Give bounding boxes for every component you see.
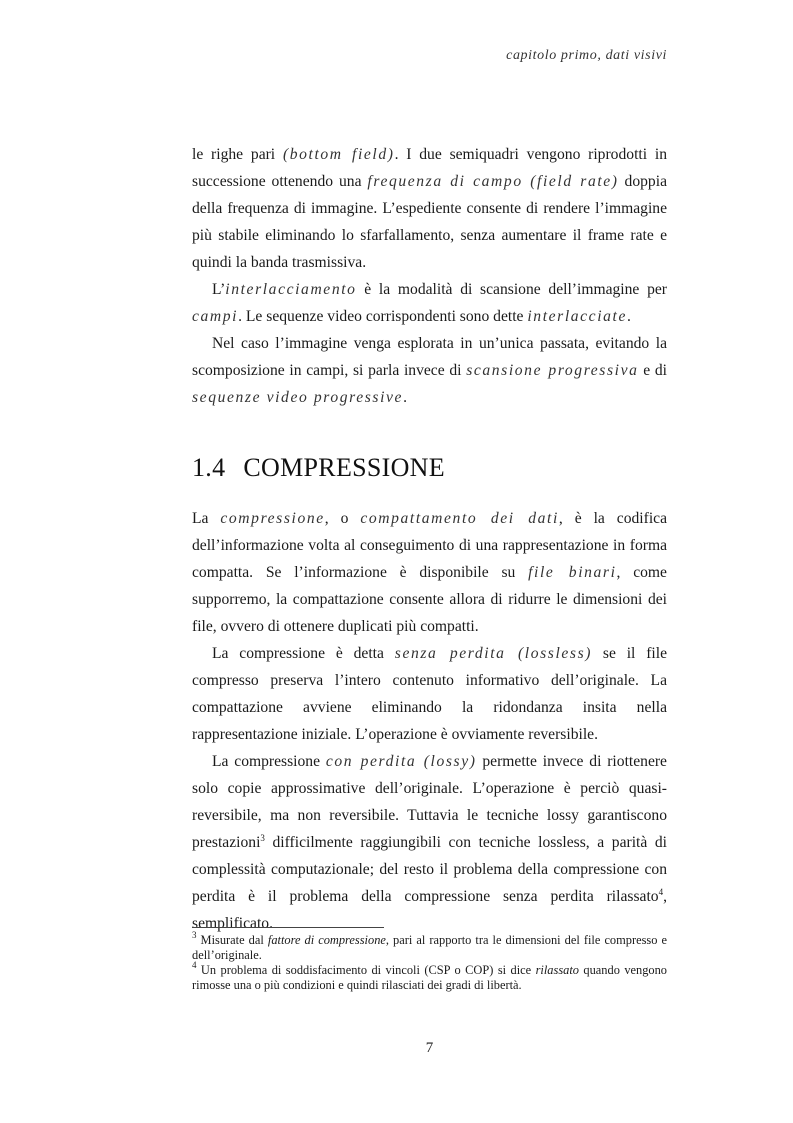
- emphasis-term: campi: [192, 308, 239, 325]
- text: è la modalità di scansione dell’immagine per: [356, 281, 667, 298]
- emphasis-term: (bottom field): [282, 146, 395, 163]
- text: La: [192, 510, 221, 527]
- emphasis-term: frequenza di campo (field rate): [367, 173, 619, 190]
- text: se il file compresso preserva l’intero contenuto informativo dell’originale. La compattazione avviene eliminando la ridondanza insita nella rappresentazione iniziale. L’operazione è ovviamente reversibile.: [192, 645, 667, 743]
- footnotes: [192, 930, 668, 993]
- text: . Le sequenze video corrispondenti sono dette: [238, 308, 528, 325]
- text: Misurate dal: [196, 933, 268, 947]
- text: , o: [324, 510, 361, 527]
- text: e di: [638, 362, 667, 379]
- emphasis-term: compressione: [220, 510, 325, 527]
- section-heading: [192, 453, 667, 483]
- text: quando vengono rimosse una o più condizioni e quindi rilasciati dei gradi di libertà.: [192, 963, 668, 992]
- text: Un problema di soddisfacimento di vincoli (CSP o COP) si dice: [196, 963, 536, 977]
- paragraph-lossless: [192, 640, 667, 748]
- section-title-text: COMPRESSIONE: [243, 453, 445, 482]
- text: La compressione: [212, 753, 326, 770]
- footnote-4: [192, 960, 668, 993]
- paragraph-interlacing-definition: [192, 276, 667, 330]
- text: , come supporremo, la compattazione consente allora di ridurre le dimensioni dei file, ovvero di ottenere duplicati più compatti.: [192, 564, 667, 635]
- emphasis-term: fattore di compressione: [267, 933, 386, 947]
- emphasis-term: interlacciamento: [225, 281, 357, 298]
- running-header: capitolo primo, dati visivi: [506, 48, 667, 63]
- text: permette invece di riottenere solo copie approssimative dell’originale. L’operazione è perciò quasi-reversibile, ma non reversibile. Tuttavia le tecniche lossy garantiscono prestazioni: [192, 753, 667, 851]
- footnote-3: [192, 930, 667, 963]
- text: , semplificato.: [192, 888, 667, 932]
- paragraph-lossy: [192, 748, 667, 937]
- text: , è la codifica dell’informazione volta al conseguimento di una rappresentazione in forma compatta. Se l’informazione è disponibile su: [192, 510, 667, 581]
- text: doppia della frequenza di immagine. L’espediente consente di rendere l’immagine più stabile eliminando lo sfarfallamento, senza aumentare il frame rate e quindi la banda trasmissiva.: [192, 173, 667, 271]
- emphasis-term: senza perdita (lossless): [394, 645, 593, 662]
- footnote-reference[interactable]: 3: [260, 833, 265, 843]
- page-body: [192, 141, 667, 937]
- text: . I due semiquadri vengono riprodotti in successione ottenendo una: [192, 146, 667, 190]
- footnote-separator: [192, 927, 384, 928]
- footnote-mark: 3: [192, 930, 197, 940]
- text: Nel caso l’immagine venga esplorata in un’unica passata, evitando la scomposizione in campi, si parla invece di: [192, 335, 667, 379]
- footnote-reference[interactable]: 4: [658, 887, 664, 897]
- emphasis-term: file binari: [528, 564, 617, 581]
- paragraph-interlaced-fields: [192, 141, 667, 276]
- section-number: 1.4: [192, 453, 226, 482]
- emphasis-term: interlacciate: [527, 308, 627, 325]
- text: .: [626, 308, 631, 325]
- paragraph-compression-definition: [192, 505, 667, 640]
- footnote-mark: 4: [192, 960, 197, 970]
- text: difficilmente raggiungibili con tecniche lossless, a parità di complessità computazionale; del resto il problema della compressione con perdita è il problema della compressione senza perdita rilassato: [192, 834, 667, 905]
- emphasis-term: sequenze video progressive: [192, 389, 404, 406]
- text: , pari al rapporto tra le dimensioni del file compresso e dell’originale.: [192, 933, 667, 962]
- emphasis-term: scansione progressiva: [466, 362, 639, 379]
- emphasis-term: con perdita (lossy): [325, 753, 477, 770]
- page-number: 7: [425, 1040, 434, 1056]
- text: .: [403, 389, 407, 406]
- emphasis-term: rilassato: [535, 963, 579, 977]
- paragraph-progressive-scan: [192, 330, 667, 411]
- emphasis-term: compattamento dei dati: [360, 510, 559, 527]
- text: L’: [212, 281, 226, 298]
- text: La compressione è detta: [212, 645, 395, 662]
- text: le righe pari: [192, 146, 283, 163]
